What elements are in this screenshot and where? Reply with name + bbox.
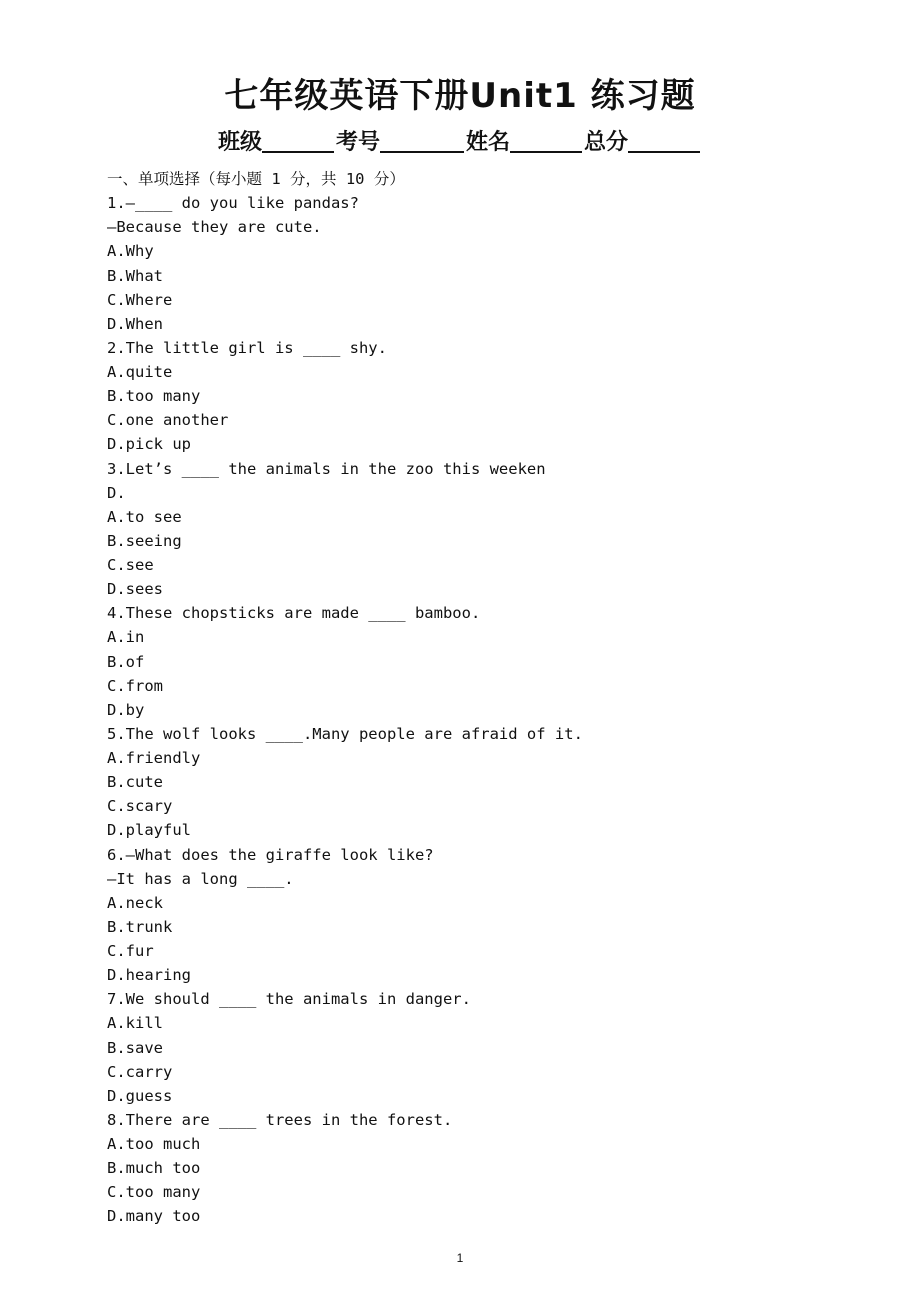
answer-option: A.too much (107, 1135, 201, 1153)
question-text: 3.Let’s ____ the animals in the zoo this weeken (107, 459, 546, 478)
score-label: 总分 (584, 130, 629, 155)
answer-option: A.to see (107, 507, 182, 526)
answer-option: C.too many (107, 1183, 201, 1202)
answer-option: D.playful (107, 821, 191, 840)
answer-option: D.guess (107, 1086, 173, 1105)
answer-option: D.many too (107, 1207, 201, 1226)
answer-option: A.neck (107, 893, 163, 912)
answer-option: D.When (107, 314, 163, 333)
answer-option: D.hearing (107, 966, 191, 985)
question-text: 5.The wolf looks ____.Many people are afraid of it. (107, 724, 583, 743)
answer-option: C.see (107, 556, 154, 574)
question-text: —Because they are cute. (107, 218, 322, 237)
answer-option: D. (107, 483, 126, 502)
answer-option: D.by (107, 700, 145, 719)
answer-option: C.fur (107, 942, 154, 960)
page-number: 1 (456, 1251, 464, 1265)
score-blank[interactable] (628, 127, 700, 153)
answer-option: B.seeing (107, 531, 182, 550)
answer-option: A.friendly (107, 749, 201, 767)
question-text: 8.There are ____ trees in the forest. (107, 1110, 453, 1129)
question-text: 4.These chopsticks are made ____ bamboo. (107, 604, 481, 623)
question-text: 1.—____ do you like pandas? (107, 194, 359, 213)
answer-option: C.Where (107, 290, 173, 309)
answer-option: B.trunk (107, 917, 173, 936)
answer-option: C.from (107, 676, 163, 695)
answer-option: A.in (107, 628, 145, 647)
class-label: 班级 (217, 130, 262, 155)
answer-option: A.kill (107, 1014, 163, 1033)
name-blank[interactable] (510, 127, 582, 153)
answer-option: B.save (107, 1038, 163, 1057)
exam-number-blank[interactable] (380, 127, 464, 153)
question-text: 7.We should ____ the animals in danger. (107, 990, 471, 1009)
question-list (107, 167, 867, 1229)
answer-option: A.Why (107, 242, 154, 261)
exam-number-label: 考号 (335, 130, 380, 155)
question-text: —It has a long ____. (107, 869, 294, 888)
answer-option: B.cute (107, 773, 163, 792)
name-label: 姓名 (466, 130, 511, 155)
section-heading: 一、单项选择（每小题 1 分，共 10 分） (107, 170, 405, 188)
question-text: 6.—What does the giraffe look like? (107, 845, 434, 864)
answer-option: C.scary (107, 797, 173, 816)
answer-option: B.of (107, 652, 145, 671)
answer-option: B.too many (107, 387, 201, 406)
answer-option: B.much too (107, 1159, 201, 1178)
page-title: 七年级英语下册Unit1 练习题 (224, 76, 696, 116)
question-text: 2.The little girl is ____ shy. (107, 338, 387, 357)
answer-option: C.carry (107, 1062, 173, 1081)
class-blank[interactable] (262, 127, 334, 153)
answer-option: A.quite (107, 363, 173, 381)
answer-option: D.sees (107, 580, 163, 599)
answer-option: B.What (107, 266, 163, 285)
answer-option: C.one another (107, 411, 229, 430)
student-info-line (0, 126, 920, 160)
answer-option: D.pick up (107, 435, 191, 454)
